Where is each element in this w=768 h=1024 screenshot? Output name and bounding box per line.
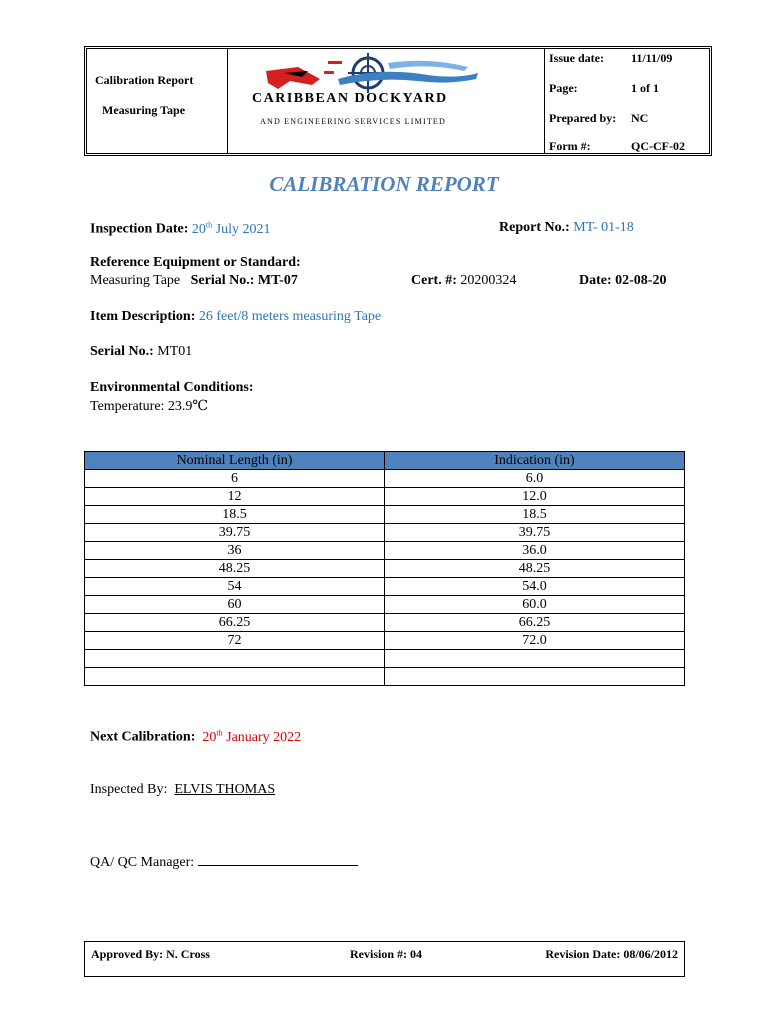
- cell-nominal-length: 48.25: [85, 560, 385, 578]
- reference-cert: [411, 273, 516, 289]
- reference-equipment-name: Measuring Tape: [90, 273, 181, 288]
- inspected-by-value: ELVIS THOMAS: [174, 782, 276, 797]
- reference-serial: Serial No.: MT-07: [190, 273, 298, 288]
- date-day: 20: [191, 221, 206, 237]
- meta-label: Issue date:: [549, 51, 605, 65]
- cell-indication: 48.25: [385, 560, 685, 578]
- footer-approved-by: Approved By: N. Cross: [91, 947, 210, 961]
- inspected-by-label: Inspected By:: [90, 782, 168, 797]
- cell-indication: 39.75: [385, 524, 685, 542]
- cell-indication: 12.0: [385, 488, 685, 506]
- meta-label: Prepared by:: [549, 111, 617, 125]
- report-number: [499, 220, 634, 236]
- qa-signature-line: [198, 853, 358, 866]
- environment-heading: Environmental Conditions:: [90, 380, 254, 395]
- column-header-nominal: Nominal Length (in): [85, 452, 385, 470]
- reference-heading: Reference Equipment or Standard:: [90, 255, 301, 270]
- inspection-date-label: Inspection Date:: [90, 221, 189, 237]
- table-row: [85, 596, 685, 614]
- cell-nominal-length: 18.5: [85, 506, 385, 524]
- cell-nominal-length: 54: [85, 578, 385, 596]
- cert-value: 20200324: [460, 273, 517, 288]
- header-title-cell: [87, 49, 228, 153]
- cell-indication: 36.0: [385, 542, 685, 560]
- table-row: [85, 578, 685, 596]
- table-row: [85, 524, 685, 542]
- cell-indication: [385, 650, 685, 668]
- document-footer: [84, 941, 685, 977]
- serial-number-label: Serial No.:: [90, 344, 154, 359]
- document-header: [84, 46, 712, 156]
- cell-nominal-length: [85, 650, 385, 668]
- table-row: [85, 470, 685, 488]
- meta-value: QC-CF-02: [631, 139, 685, 153]
- cell-indication: 54.0: [385, 578, 685, 596]
- serial-number: [90, 344, 192, 360]
- cell-indication: 18.5: [385, 506, 685, 524]
- header-report-subtitle: Measuring Tape: [102, 103, 186, 117]
- table-row: [85, 488, 685, 506]
- cell-indication: [385, 668, 685, 686]
- table-row: [85, 650, 685, 668]
- item-description-value: 26 feet/8 meters measuring Tape: [198, 309, 382, 324]
- meta-value: 11/11/09: [631, 51, 673, 65]
- environment-temperature: Temperature: 23.9℃: [90, 399, 209, 414]
- header-meta: [544, 49, 710, 153]
- item-description-label: Item Description:: [90, 309, 196, 324]
- reference-equipment: [90, 273, 298, 289]
- item-description: [90, 309, 381, 325]
- inspection-date: [90, 220, 270, 238]
- table-row: [85, 506, 685, 524]
- footer-revision: Revision #: 04: [350, 947, 422, 961]
- cell-nominal-length: 36: [85, 542, 385, 560]
- header-report-title: Calibration Report: [95, 73, 194, 87]
- date-suffix: th: [216, 728, 223, 737]
- cell-nominal-length: 39.75: [85, 524, 385, 542]
- inspection-date-value: [192, 222, 271, 237]
- cell-indication: 6.0: [385, 470, 685, 488]
- table-row: [85, 614, 685, 632]
- cell-nominal-length: [85, 668, 385, 686]
- date-day: 20: [202, 729, 217, 745]
- next-calibration-label: Next Calibration:: [90, 729, 196, 745]
- cell-nominal-length: 6: [85, 470, 385, 488]
- reference-date: Date: 02-08-20: [579, 273, 667, 288]
- cell-indication: 72.0: [385, 632, 685, 650]
- serial-number-value: MT01: [157, 344, 193, 359]
- inspected-by: [90, 782, 275, 798]
- cell-indication: 66.25: [385, 614, 685, 632]
- report-number-label: Report No.:: [499, 220, 570, 235]
- report-number-value: MT- 01-18: [573, 220, 634, 235]
- meta-label: Page:: [549, 81, 578, 95]
- date-suffix: th: [205, 220, 213, 229]
- calibration-table: [84, 451, 685, 686]
- table-row: [85, 668, 685, 686]
- company-logo: [228, 49, 544, 153]
- table-header-row: [85, 452, 685, 470]
- date-rest: January 2022: [226, 729, 302, 745]
- company-subtitle: AND ENGINEERING SERVICES LIMITED: [260, 117, 446, 126]
- qa-manager: [90, 853, 358, 871]
- company-name: CARIBBEAN DOCKYARD: [252, 91, 448, 106]
- table-row: [85, 560, 685, 578]
- next-calibration-value: [202, 730, 301, 745]
- cell-nominal-length: 60: [85, 596, 385, 614]
- column-header-indication: Indication (in): [385, 452, 685, 470]
- cert-label: Cert. #:: [411, 273, 457, 288]
- cell-nominal-length: 72: [85, 632, 385, 650]
- meta-value: NC: [631, 111, 649, 125]
- footer-revision-date: Revision Date: 08/06/2012: [545, 947, 678, 961]
- qa-manager-label: QA/ QC Manager:: [90, 855, 195, 870]
- date-rest: July 2021: [215, 221, 271, 237]
- table-row: [85, 542, 685, 560]
- meta-value: 1 of 1: [631, 81, 659, 95]
- table-row: [85, 632, 685, 650]
- cell-nominal-length: 12: [85, 488, 385, 506]
- next-calibration: [90, 728, 301, 746]
- table-body: [85, 470, 685, 686]
- page-title: CALIBRATION REPORT: [269, 172, 499, 196]
- cell-indication: 60.0: [385, 596, 685, 614]
- cell-nominal-length: 66.25: [85, 614, 385, 632]
- meta-label: Form #:: [549, 139, 591, 153]
